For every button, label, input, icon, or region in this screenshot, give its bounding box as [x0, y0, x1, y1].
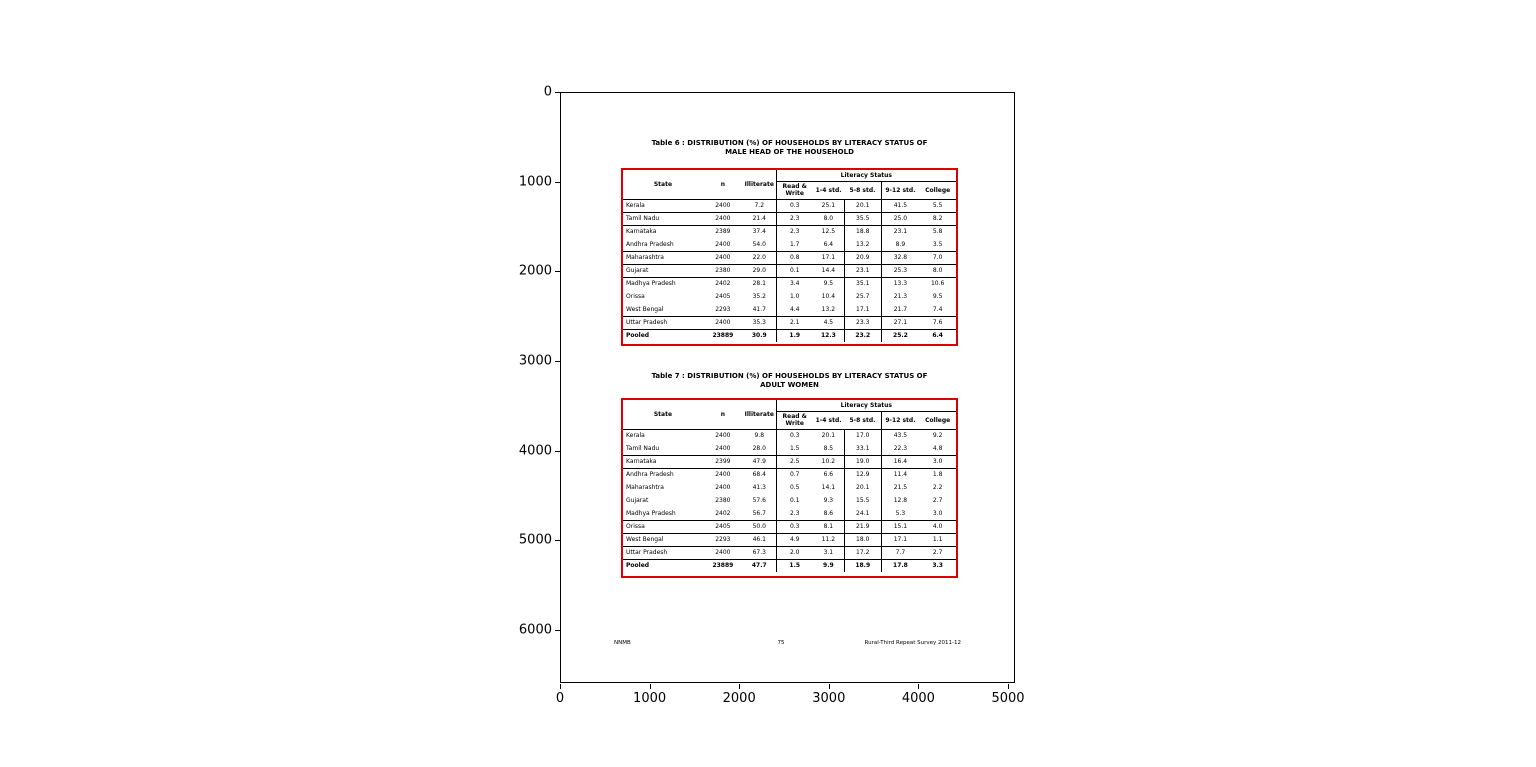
y-tick-label: 3000	[518, 353, 552, 369]
value-cell: 23889	[712, 332, 734, 340]
value-cell: 68.4	[752, 471, 766, 479]
value-cell: 11.4	[893, 471, 908, 479]
value-cell: 2400	[703, 238, 743, 251]
y-tick-label: 0	[543, 84, 552, 100]
table7-title	[621, 372, 958, 390]
state-cell: Andhra Pradesh	[623, 238, 703, 251]
value-cell: 0.3	[776, 199, 813, 212]
value-cell: 8.9	[881, 238, 919, 251]
state-cell: Maharashtra	[623, 251, 703, 264]
value-cell: 2380	[703, 264, 743, 277]
value-cell: 2293	[703, 303, 743, 316]
value-cell: 41.5	[881, 199, 919, 212]
value-cell: 2.7	[919, 546, 956, 559]
table-row	[623, 481, 956, 494]
value-cell: 15.1	[881, 520, 919, 533]
value-cell: 12.3	[813, 329, 845, 342]
state-cell: Gujarat	[626, 497, 649, 504]
value-cell: 4.9	[776, 533, 813, 546]
value-cell: 37.4	[752, 228, 766, 236]
column-header: Illiterate	[743, 400, 776, 429]
value-cell: 2400	[703, 316, 743, 329]
value-cell: 13.2	[813, 303, 845, 316]
value-cell: 67.3	[743, 546, 776, 559]
value-cell: 7.2	[743, 199, 776, 212]
value-cell: 21.4	[743, 212, 776, 225]
value-cell: 0.8	[776, 251, 813, 264]
value-cell: 2380	[715, 497, 731, 504]
table7-literacy-adult-women	[621, 398, 958, 578]
table6-title	[621, 139, 958, 157]
value-cell: 21.3	[893, 293, 908, 300]
x-tick-mark	[560, 684, 561, 689]
value-cell: 9.3	[813, 494, 845, 507]
value-cell: 20.1	[813, 429, 845, 442]
value-cell: 57.6	[752, 497, 766, 504]
value-cell: 23.1	[844, 264, 881, 277]
value-cell: 3.1	[813, 546, 845, 559]
value-cell: 56.7	[743, 507, 776, 520]
value-cell: 28.1	[752, 280, 766, 288]
value-cell: 14.4	[813, 264, 845, 277]
column-header: State	[623, 400, 703, 429]
value-cell: 9.5	[932, 293, 943, 300]
value-cell: 7.7	[881, 546, 919, 559]
value-cell: 2.5	[776, 455, 813, 468]
value-cell: 25.2	[893, 332, 908, 340]
value-cell: 50.0	[743, 520, 776, 533]
value-cell: 20.1	[844, 199, 881, 212]
state-cell: West Bengal	[623, 533, 703, 546]
state-cell: Uttar Pradesh	[623, 316, 703, 329]
value-cell: 8.1	[813, 520, 845, 533]
value-cell: 17.1	[844, 303, 881, 316]
value-cell: 4.0	[919, 520, 956, 533]
value-cell: 7.6	[919, 316, 956, 329]
value-cell: 0.5	[776, 481, 813, 494]
state-cell: Andhra Pradesh	[626, 471, 674, 479]
value-cell: 17.1	[813, 251, 845, 264]
table-row	[623, 520, 956, 533]
table-row	[623, 442, 956, 455]
state-cell: Karnataka	[623, 455, 703, 468]
column-header: 9-12 std.	[881, 411, 919, 429]
state-cell: Tamil Nadu	[623, 212, 703, 225]
value-cell: 1.0	[776, 290, 813, 303]
column-header: 5-8 std.	[844, 181, 881, 199]
table-row	[623, 316, 956, 329]
state-cell: Kerala	[626, 432, 645, 440]
state-cell: Maharashtra	[626, 484, 664, 491]
value-cell: 17.8	[893, 562, 908, 570]
y-tick-label: 4000	[518, 443, 552, 459]
table-row	[623, 329, 956, 342]
value-cell: 2.1	[776, 316, 813, 329]
table-row	[623, 264, 956, 277]
value-cell: 3.0	[919, 507, 956, 520]
table-row	[623, 494, 956, 507]
value-cell: 2400	[703, 199, 743, 212]
value-cell: 9.5	[813, 277, 845, 290]
state-cell: Kerala	[623, 199, 703, 212]
value-cell: 32.8	[881, 251, 919, 264]
value-cell: 6.4	[813, 238, 845, 251]
value-cell: 23.3	[844, 316, 881, 329]
value-cell: 2.3	[776, 212, 813, 225]
value-cell: 9.9	[813, 559, 845, 572]
value-cell: 10.2	[813, 455, 845, 468]
x-tick-mark	[918, 684, 919, 689]
table-row	[623, 199, 956, 212]
value-cell: 4.8	[919, 442, 956, 455]
value-cell: 16.4	[881, 455, 919, 468]
value-cell: 20.1	[844, 481, 881, 494]
y-tick-label: 6000	[518, 622, 552, 638]
state-cell: Orissa	[626, 293, 645, 300]
column-header: Illiterate	[743, 170, 776, 199]
x-tick-label: 5000	[991, 691, 1025, 706]
table6-title-line2: MALE HEAD OF THE HOUSEHOLD	[725, 148, 854, 156]
state-cell: West Bengal	[623, 303, 703, 316]
value-cell: 24.1	[844, 507, 881, 520]
column-header: n	[703, 170, 743, 199]
value-cell: 2.0	[776, 546, 813, 559]
state-cell: Pooled	[626, 562, 650, 570]
value-cell: 0.7	[776, 468, 813, 481]
column-header: Read & Write	[776, 181, 813, 199]
value-cell: 2400	[703, 546, 743, 559]
value-cell: 1.5	[776, 442, 813, 455]
y-tick-label: 5000	[518, 532, 552, 548]
value-cell: 8.6	[813, 507, 845, 520]
value-cell: 15.5	[844, 494, 881, 507]
value-cell: 12.8	[893, 497, 908, 504]
table-row	[623, 533, 956, 546]
value-cell: 1.7	[776, 238, 813, 251]
value-cell: 1.9	[776, 329, 813, 342]
value-cell: 35.2	[752, 293, 766, 300]
group-header-literacy-status: Literacy Status	[776, 170, 956, 181]
value-cell: 5.5	[919, 199, 956, 212]
state-cell: Madhya Pradesh	[626, 280, 676, 288]
value-cell: 3.4	[776, 277, 813, 290]
value-cell: 7.0	[919, 251, 956, 264]
table-row	[623, 277, 956, 290]
value-cell: 2400	[715, 471, 731, 479]
table7-title-line2: ADULT WOMEN	[760, 381, 819, 389]
value-cell: 0.3	[776, 520, 813, 533]
group-header-literacy-status: Literacy Status	[776, 400, 956, 411]
table6-literacy-male-head	[621, 168, 958, 346]
value-cell: 9.2	[932, 432, 943, 440]
column-header: Read & Write	[776, 411, 813, 429]
value-cell: 5.3	[881, 507, 919, 520]
value-cell: 3.3	[932, 562, 943, 570]
value-cell: 0.1	[776, 494, 813, 507]
value-cell: 4.5	[813, 316, 845, 329]
value-cell: 8.5	[813, 442, 845, 455]
value-cell: 8.0	[813, 212, 845, 225]
table-row	[623, 290, 956, 303]
value-cell: 2.3	[776, 507, 813, 520]
value-cell: 0.3	[776, 429, 813, 442]
value-cell: 3.5	[919, 238, 956, 251]
value-cell: 1.5	[776, 559, 813, 572]
table-row	[623, 225, 956, 238]
value-cell: 0.1	[776, 264, 813, 277]
table-row	[623, 507, 956, 520]
y-tick-label: 1000	[518, 174, 552, 190]
value-cell: 2.7	[932, 497, 943, 504]
value-cell: 2400	[715, 484, 731, 491]
value-cell: 2400	[703, 442, 743, 455]
value-cell: 21.9	[844, 520, 881, 533]
value-cell: 35.1	[844, 277, 881, 290]
value-cell: 25.3	[881, 264, 919, 277]
value-cell: 6.6	[813, 468, 845, 481]
state-cell: Pooled	[626, 332, 650, 340]
value-cell: 22.0	[743, 251, 776, 264]
value-cell: 2400	[715, 432, 731, 440]
value-cell: 1.8	[932, 471, 943, 479]
value-cell: 6.4	[932, 332, 943, 340]
state-cell: Uttar Pradesh	[623, 546, 703, 559]
plot-area	[560, 92, 1015, 683]
footer-page-number: 75	[777, 640, 785, 646]
value-cell: 23.2	[844, 329, 881, 342]
value-cell: 35.3	[743, 316, 776, 329]
x-tick-label: 0	[555, 691, 565, 706]
value-cell: 17.1	[881, 533, 919, 546]
value-cell: 7.4	[919, 303, 956, 316]
table-row	[623, 303, 956, 316]
column-header: 1-4 std.	[813, 411, 845, 429]
table-row	[623, 559, 956, 572]
value-cell: 46.1	[743, 533, 776, 546]
value-cell: 47.7	[751, 562, 767, 570]
value-cell: 41.7	[743, 303, 776, 316]
table7-title-line1: Table 7 : DISTRIBUTION (%) OF HOUSEHOLDS BY LITERACY STATUS OF	[651, 372, 928, 380]
value-cell: 8.0	[919, 264, 956, 277]
value-cell: 2400	[703, 251, 743, 264]
table-row	[623, 455, 956, 468]
value-cell: 18.9	[844, 559, 881, 572]
value-cell: 25.1	[813, 199, 845, 212]
x-tick-label: 2000	[722, 691, 756, 706]
literacy-table	[623, 400, 956, 572]
x-tick-mark	[829, 684, 830, 689]
column-header: 1-4 std.	[813, 181, 845, 199]
value-cell: 12.9	[844, 468, 881, 481]
value-cell: 20.9	[844, 251, 881, 264]
value-cell: 25.7	[844, 290, 881, 303]
value-cell: 9.8	[754, 432, 765, 440]
value-cell: 11.2	[813, 533, 845, 546]
value-cell: 18.8	[844, 225, 881, 238]
table-row	[623, 238, 956, 251]
value-cell: 35.5	[844, 212, 881, 225]
value-cell: 18.0	[844, 533, 881, 546]
column-header: 9-12 std.	[881, 181, 919, 199]
column-header: State	[623, 170, 703, 199]
state-cell: Gujarat	[623, 264, 703, 277]
value-cell: 43.5	[893, 432, 908, 440]
x-tick-mark	[650, 684, 651, 689]
value-cell: 30.9	[751, 332, 767, 340]
table-row	[623, 251, 956, 264]
value-cell: 47.9	[743, 455, 776, 468]
value-cell: 23889	[712, 562, 734, 570]
x-tick-mark	[1008, 684, 1009, 689]
value-cell: 17.0	[844, 429, 881, 442]
value-cell: 2.2	[932, 484, 943, 491]
value-cell: 22.3	[881, 442, 919, 455]
state-cell: Madhya Pradesh	[623, 507, 703, 520]
x-tick-label: 4000	[901, 691, 935, 706]
value-cell: 3.0	[919, 455, 956, 468]
state-cell: Karnataka	[626, 228, 657, 236]
state-cell: Tamil Nadu	[623, 442, 703, 455]
value-cell: 12.5	[813, 225, 845, 238]
value-cell: 29.0	[743, 264, 776, 277]
x-tick-label: 3000	[812, 691, 846, 706]
value-cell: 17.2	[844, 546, 881, 559]
value-cell: 2402	[703, 507, 743, 520]
state-cell: Orissa	[623, 520, 703, 533]
column-header: n	[703, 400, 743, 429]
value-cell: 25.0	[881, 212, 919, 225]
value-cell: 4.4	[776, 303, 813, 316]
value-cell: 2399	[703, 455, 743, 468]
footer-survey-label: Rural-Third Repeat Survey 2011-12	[864, 640, 961, 646]
value-cell: 2405	[715, 293, 731, 300]
table-row	[623, 212, 956, 225]
value-cell: 41.3	[752, 484, 766, 491]
value-cell: 33.1	[844, 442, 881, 455]
column-header: College	[919, 411, 956, 429]
value-cell: 2293	[703, 533, 743, 546]
column-header: 5-8 std.	[844, 411, 881, 429]
table6-title-line1: Table 6 : DISTRIBUTION (%) OF HOUSEHOLDS BY LITERACY STATUS OF	[651, 139, 928, 147]
value-cell: 21.5	[893, 484, 908, 491]
value-cell: 10.4	[813, 290, 845, 303]
value-cell: 2.3	[776, 225, 813, 238]
value-cell: 54.0	[743, 238, 776, 251]
value-cell: 13.3	[893, 280, 908, 288]
value-cell: 19.0	[844, 455, 881, 468]
table-row	[623, 468, 956, 481]
value-cell: 2400	[703, 212, 743, 225]
value-cell: 27.1	[881, 316, 919, 329]
value-cell: 1.1	[919, 533, 956, 546]
value-cell: 2389	[715, 228, 731, 236]
value-cell: 13.2	[844, 238, 881, 251]
column-header: College	[919, 181, 956, 199]
value-cell: 2402	[715, 280, 731, 288]
footer-org-label: NNMB	[614, 640, 631, 646]
table-row	[623, 546, 956, 559]
value-cell: 10.6	[930, 280, 945, 288]
literacy-table	[623, 170, 956, 342]
y-tick-label: 2000	[518, 263, 552, 279]
value-cell: 21.7	[881, 303, 919, 316]
value-cell: 23.1	[893, 228, 908, 236]
value-cell: 2405	[703, 520, 743, 533]
x-tick-mark	[739, 684, 740, 689]
value-cell: 5.8	[932, 228, 943, 236]
value-cell: 28.0	[743, 442, 776, 455]
value-cell: 8.2	[919, 212, 956, 225]
x-tick-label: 1000	[633, 691, 667, 706]
value-cell: 14.1	[813, 481, 845, 494]
table-row	[623, 429, 956, 442]
